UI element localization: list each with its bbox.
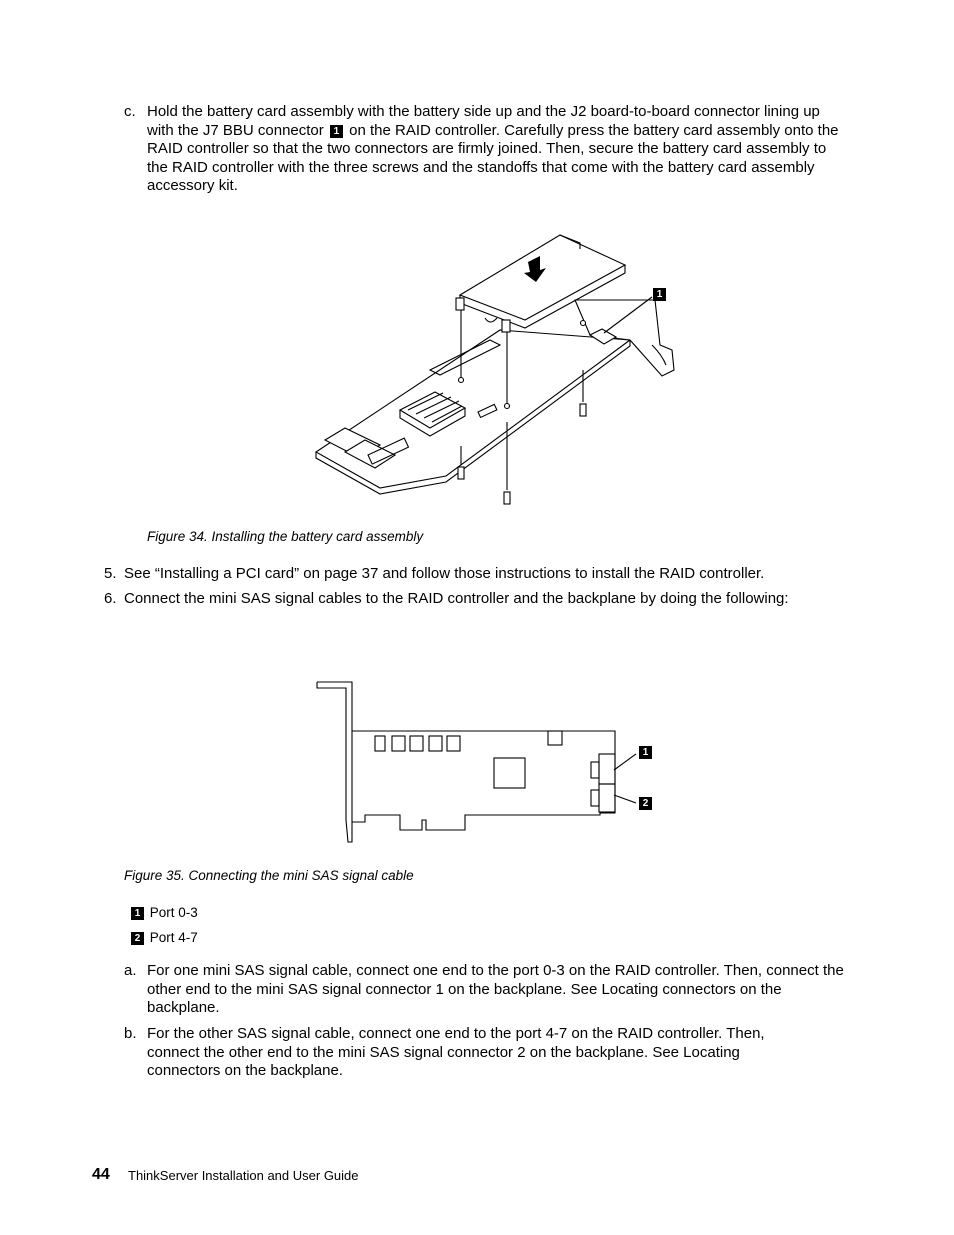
pci-bracket <box>317 682 352 842</box>
step-c-marker: c. <box>124 103 136 120</box>
figure-34-caption: Figure 34. Installing the battery card assembly <box>147 529 424 544</box>
callout-badge-1: 1 <box>330 125 343 138</box>
legend-badge: 2 <box>131 932 144 945</box>
legend-badge: 1 <box>131 907 144 920</box>
step-c-text-part2: on the RAID controller. Carefully press the battery card assembly onto the RAID controller so that the two connectors are firmly joined. Then, secure the battery card assembly to the RAID controller with the three screws and the standoffs that come with the battery card assembly accessory kit. <box>147 121 839 195</box>
step-6-marker: 6. <box>104 590 117 607</box>
legend-item <box>131 930 198 945</box>
figure-35-callout-2: 2 <box>639 797 652 810</box>
step-5-text: See “Installing a PCI card” on page 37 and follow those instructions to install the RAID controller. <box>124 565 765 582</box>
step-c-text <box>147 103 847 196</box>
step-5-marker: 5. <box>104 565 117 582</box>
step-a-marker: a. <box>124 962 137 979</box>
figure-34-callout-1: 1 <box>653 288 666 301</box>
screw <box>458 467 464 479</box>
figure-35-callout-1: 1 <box>639 746 652 759</box>
figure-35-caption: Figure 35. Connecting the mini SAS signal cable <box>124 868 414 883</box>
legend-label: Port 0-3 <box>149 905 198 920</box>
port-0-3 <box>599 754 615 784</box>
screw <box>504 492 510 504</box>
step-b-marker: b. <box>124 1025 137 1042</box>
figure-35-illustration <box>0 675 954 855</box>
legend-item <box>131 905 198 920</box>
page-number: 44 <box>92 1166 110 1183</box>
raid-chip <box>494 758 525 788</box>
legend-label: Port 4-7 <box>149 930 198 945</box>
footer-title: ThinkServer Installation and User Guide <box>128 1168 359 1183</box>
step-6-text: Connect the mini SAS signal cables to the RAID controller and the backplane by doing the following: <box>124 590 789 607</box>
screw <box>580 404 586 416</box>
step-a-text: For one mini SAS signal cable, connect one end to the port 0-3 on the RAID controller. Then, connect the other end to the mini SAS signal connector 1 on the backplane. See Locating connectors on the backplane. <box>147 962 844 1017</box>
standoff-hole <box>505 404 510 409</box>
port-4-7 <box>599 784 615 812</box>
figure-34-illustration <box>0 225 954 545</box>
step-b-text: For the other SAS signal cable, connect one end to the port 4-7 on the RAID controller. Then, connect the other end to the mini SAS signal connector 2 on the backplane. See Locating connectors on the backplane. <box>147 1025 765 1080</box>
step-c-text-part1: Hold the battery card assembly with the battery side up and the J2 board-to-board connector lining up with the J7 BBU connector <box>147 103 820 139</box>
standoff-hole <box>459 378 464 383</box>
board-component <box>447 736 460 751</box>
